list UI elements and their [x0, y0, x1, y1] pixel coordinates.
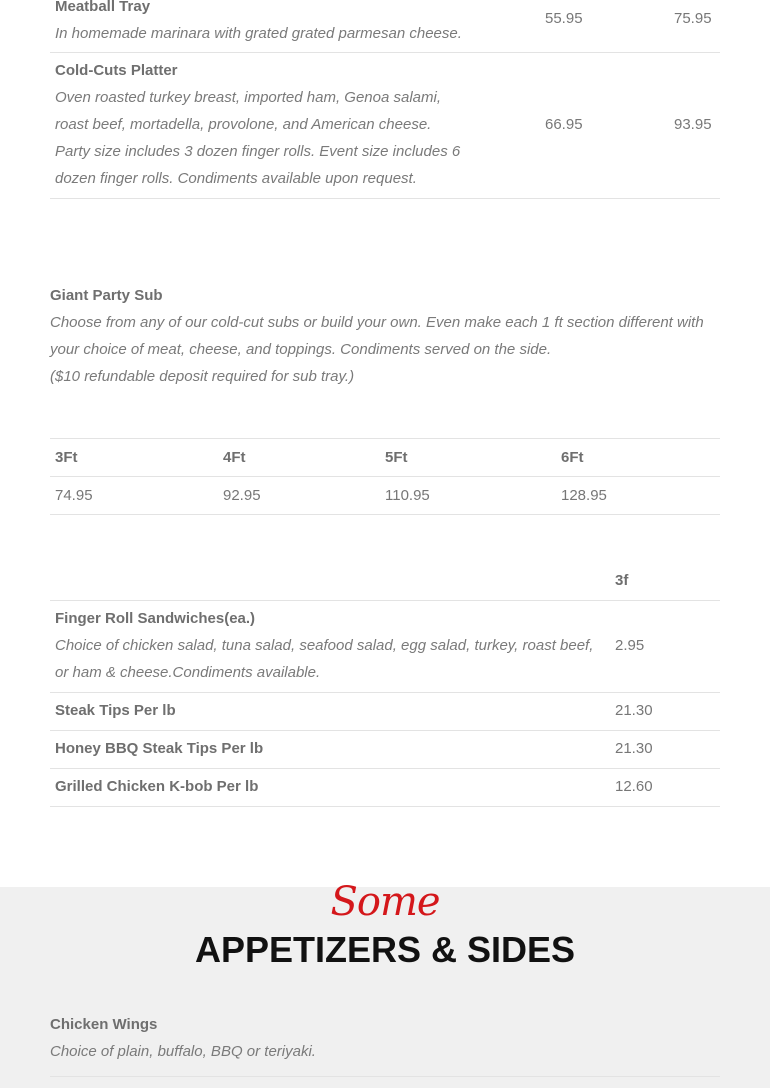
- item-price: 2.95: [615, 637, 645, 654]
- item-price: 12.60: [615, 778, 653, 795]
- item-description: Party size includes 3 dozen finger rolls. Event size includes 6: [55, 143, 461, 160]
- item-price-large: 75.95: [674, 10, 712, 27]
- item-price-large: 93.95: [674, 116, 712, 133]
- table-row: [50, 600, 720, 693]
- table-row: [50, 730, 720, 769]
- item-description: roast beef, mortadella, provolone, and American cheese.: [55, 116, 432, 133]
- column-header: 5Ft: [385, 449, 408, 466]
- item-price: 21.30: [615, 702, 653, 719]
- item-name: Grilled Chicken K-bob Per lb: [55, 778, 259, 795]
- item-description: Oven roasted turkey breast, imported ham, Genoa salami,: [55, 89, 442, 106]
- party-sub-description: Choose from any of our cold-cut subs or build your own. Even make each 1 ft section different with: [50, 314, 704, 331]
- item-price: 21.30: [615, 740, 653, 757]
- item-name: Finger Roll Sandwiches(ea.): [55, 610, 256, 627]
- section-script-title: Some: [330, 879, 440, 925]
- item-description: or ham & cheese.Condiments available.: [55, 664, 321, 681]
- item-description: dozen finger rolls. Condiments available upon request.: [55, 170, 417, 187]
- price-cell: 92.95: [223, 487, 261, 504]
- party-sub-description: your choice of meat, cheese, and toppings. Condiments served on the side.: [50, 341, 552, 358]
- price-cell: 128.95: [561, 487, 607, 504]
- item-description: Choice of chicken salad, tuna salad, seafood salad, egg salad, turkey, roast beef,: [55, 637, 594, 654]
- column-header: 4Ft: [223, 449, 246, 466]
- item-price-small: 55.95: [545, 10, 583, 27]
- party-sub-title: Giant Party Sub: [50, 287, 163, 304]
- item-name: Meatball Tray: [55, 0, 151, 15]
- price-cell: 110.95: [385, 487, 430, 504]
- party-sub-price-table: [50, 438, 720, 515]
- column-header: 3f: [615, 572, 629, 589]
- party-sub-deposit-note: ($10 refundable deposit required for sub tray.): [50, 368, 355, 385]
- item-name: Chicken Wings: [50, 1016, 158, 1033]
- party-sub-section: [50, 282, 720, 390]
- column-header: 3Ft: [55, 449, 78, 466]
- item-description: Choice of plain, buffalo, BBQ or teriyaki.: [50, 1043, 316, 1060]
- table-row: [50, 692, 720, 731]
- item-name: Honey BBQ Steak Tips Per lb: [55, 740, 264, 757]
- item-description: In homemade marinara with grated grated parmesan cheese.: [55, 25, 462, 42]
- list-item: [50, 1011, 720, 1077]
- price-cell: 74.95: [55, 487, 93, 504]
- table-header-row: [50, 439, 720, 477]
- table-row: [50, 768, 720, 807]
- item-name: Steak Tips Per lb: [55, 702, 176, 719]
- section-heading: APPETIZERS & SIDES: [194, 929, 576, 970]
- column-header: 6Ft: [561, 449, 584, 466]
- table-header-row: [50, 562, 720, 601]
- item-name: Cold-Cuts Platter: [55, 62, 178, 79]
- table-row: [50, 477, 720, 515]
- table-row: [50, 0, 720, 53]
- item-price-small: 66.95: [545, 116, 583, 133]
- table-row: [50, 52, 720, 199]
